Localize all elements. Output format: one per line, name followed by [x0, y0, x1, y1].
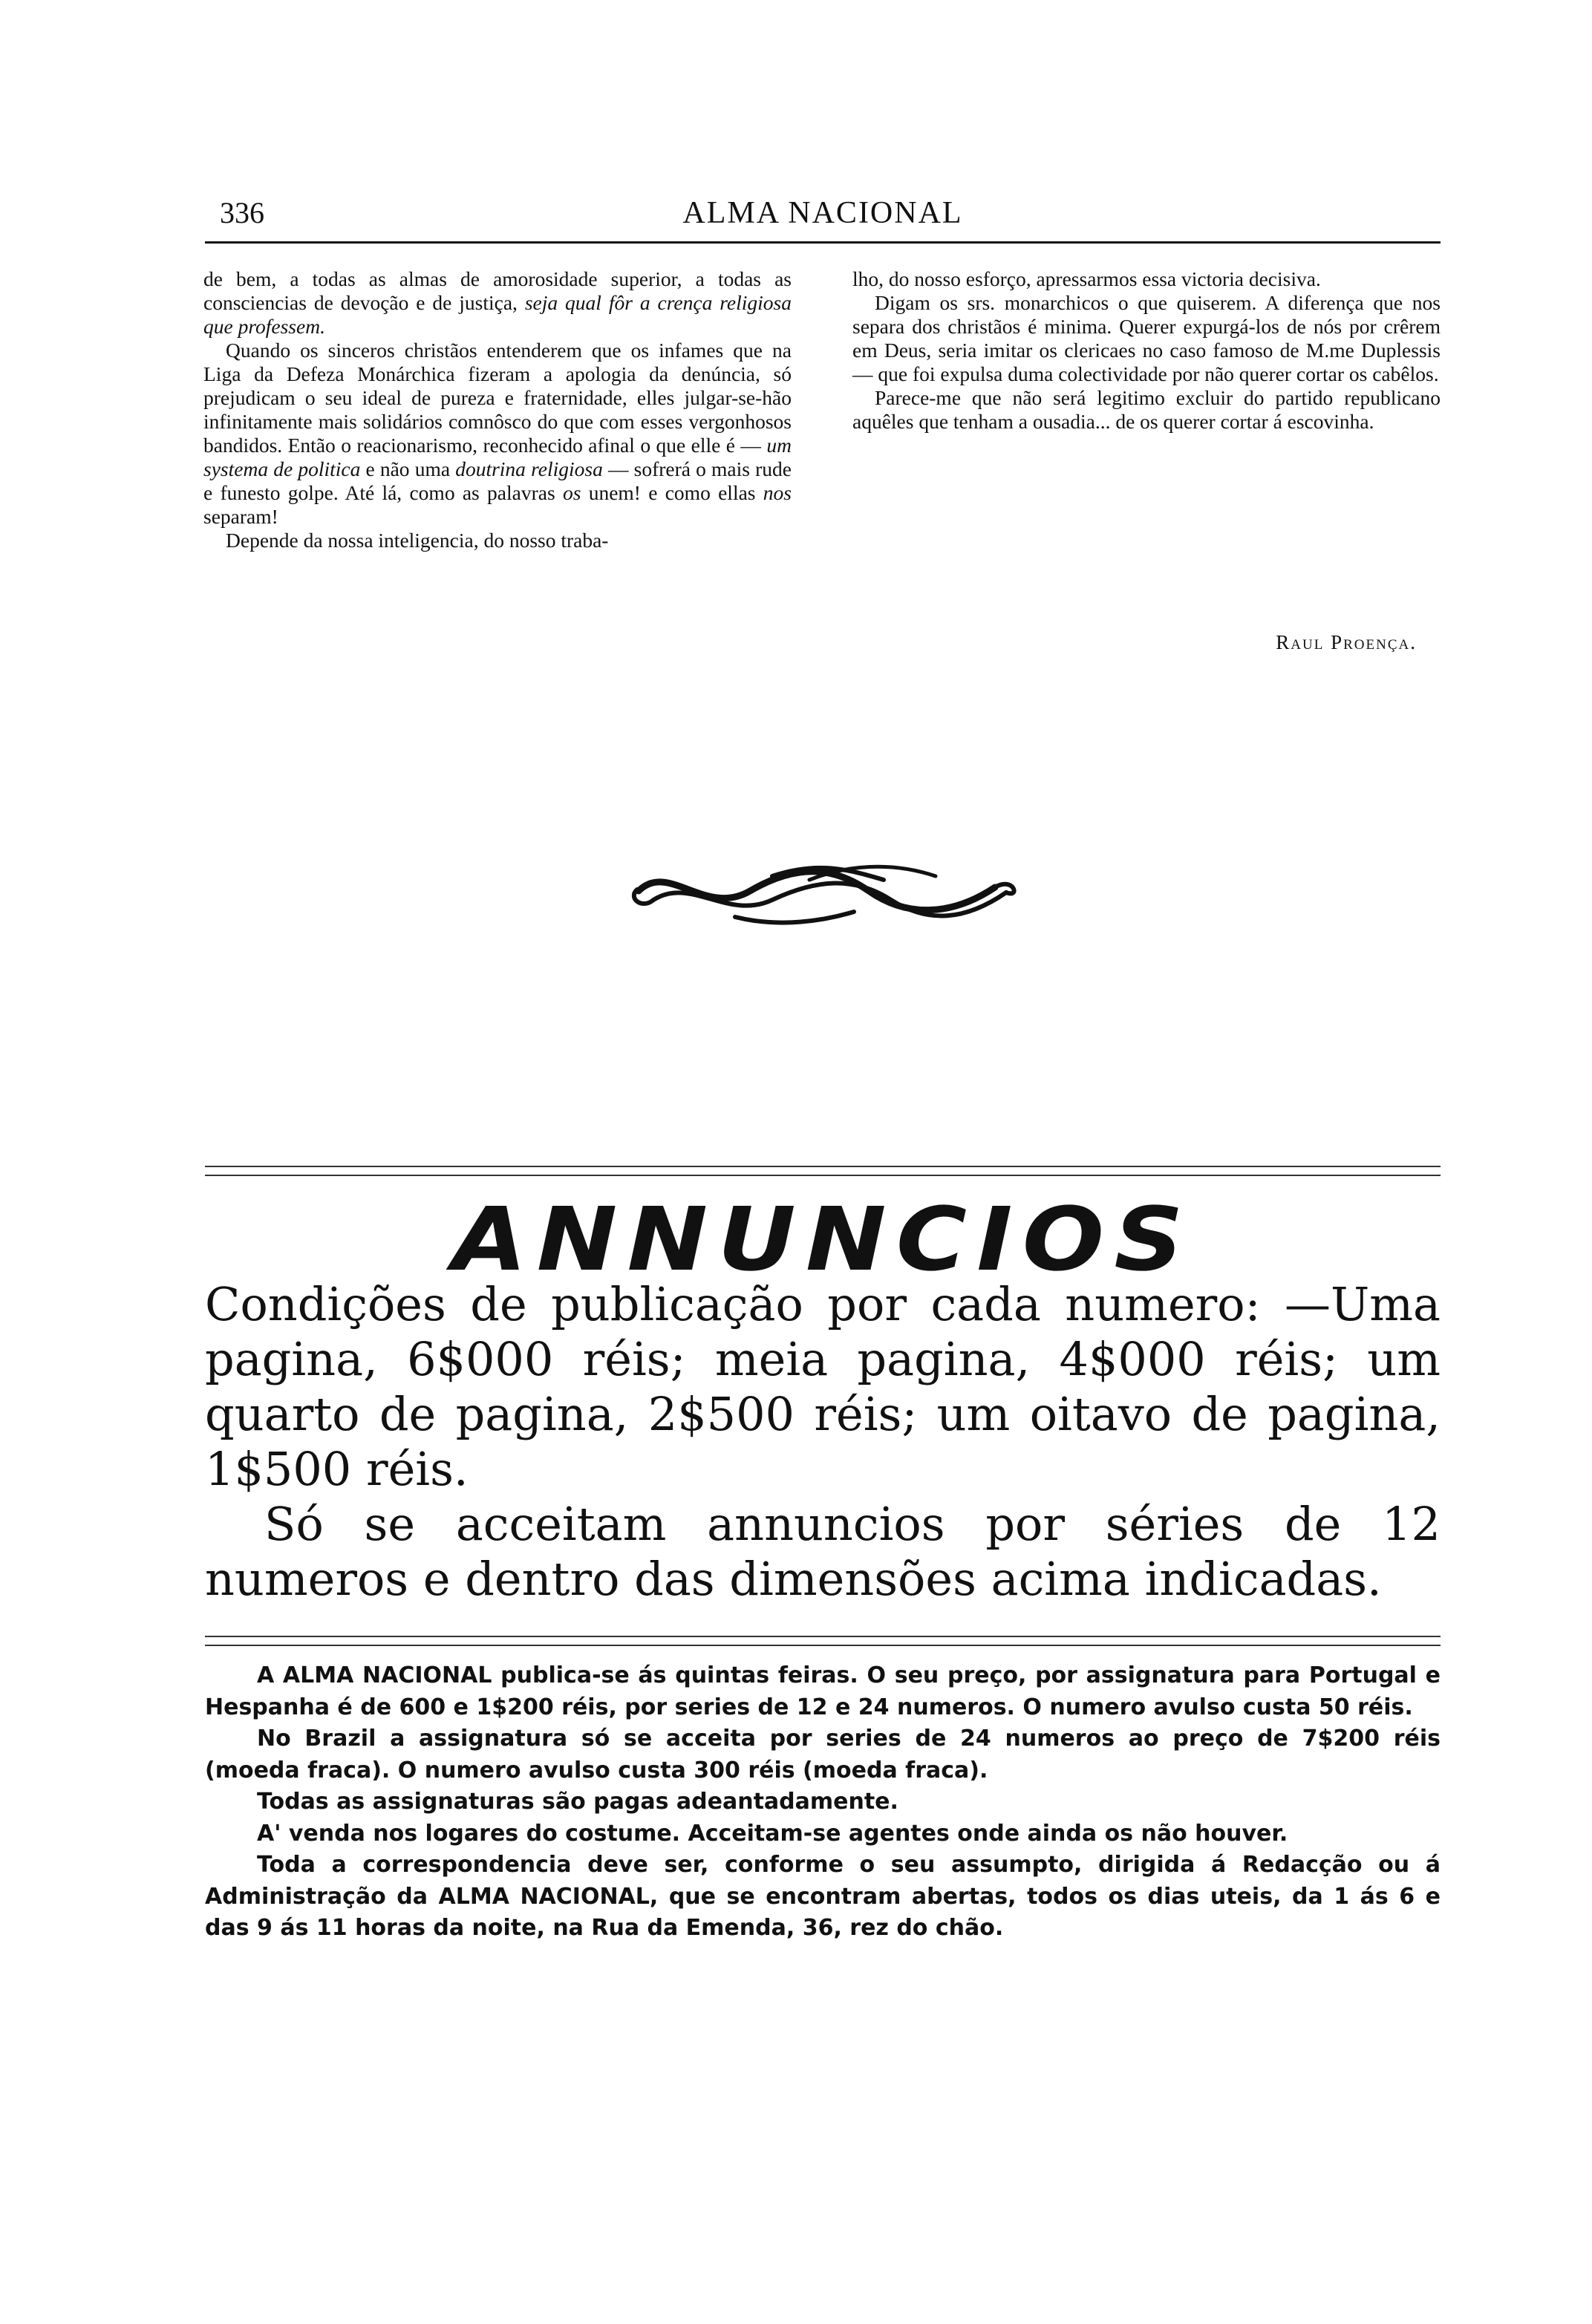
italic-text: um systema de politica	[203, 434, 792, 480]
author-signature: Raul Proença.	[1276, 631, 1417, 653]
italic-text: seja qual fôr a crença religiosa que professem.	[203, 291, 792, 338]
text-run: e não uma	[360, 457, 456, 480]
page-header	[205, 189, 1441, 241]
right-column-paragraph	[852, 267, 1441, 291]
announcements-body	[205, 1277, 1441, 1607]
notice-subscription-brazil: No Brazil a assignatura só se acceita por series de 24 numeros ao preço de 7$200 réis (moeda fraca). O numero avulso custa 300 réis (moeda fraca).	[205, 1726, 1441, 1783]
running-head: ALMA NACIONAL	[682, 196, 963, 230]
left-column-paragraph	[203, 529, 792, 552]
notice-correspondence: Toda a correspondencia deve ser, conforme o seu assumpto, dirigida á Redacção ou á Administração da ALMA NACIONAL, que se encontram abertas, todos os dias uteis, da 1 ás 6 e das 9 ás 11 horas da noite, na Rua da Emenda, 36, rez do chão.	[205, 1852, 1441, 1941]
notice-prepaid: Todas as assignaturas são pagas adeantadamente.	[257, 1789, 898, 1815]
article-left-column	[203, 267, 792, 552]
text-run: lho, do nosso esforço, apressarmos essa victoria decisiva.	[852, 267, 1321, 290]
right-column-paragraph	[852, 386, 1441, 434]
notice-agents: A' venda nos logares do costume. Acceitam-se agentes onde ainda os não houver.	[257, 1820, 1288, 1847]
right-column-paragraph	[852, 291, 1441, 386]
section-double-rule-top	[205, 1166, 1441, 1176]
text-run: Depende da nossa inteligencia, do nosso traba-	[226, 529, 609, 552]
announcement-conditions: Condições de publicação por cada numero: —Uma pagina, 6$000 réis; meia pagina, 4$000 réis; um quarto de pagina, 2$500 réis; um oitavo de pagina, 1$500 réis.	[205, 1277, 1441, 1496]
italic-text: doutrina religiosa	[455, 457, 603, 480]
left-column-paragraph	[203, 339, 792, 529]
text-run: — sofrerá o mais rude e funesto golpe. Até lá, como as palavras	[203, 457, 792, 504]
text-run: Quando os sinceros christãos entenderem que os infames que na Liga da Defeza Monárchica fizeram a apologia da denúncia, só prejudicam o seu ideal de pureza e fraternidade, elles julgar-se-hão infinitamente mais solidários comnôsco do que com esses vergonhosos bandidos. Então o reacionarismo, reconhecido afinal o que elle é —	[203, 339, 792, 457]
section-double-rule-bottom	[205, 1636, 1441, 1646]
announcements-title: ANNUNCIOS	[452, 1188, 1193, 1290]
article-right-column	[852, 267, 1441, 434]
text-run: separam!	[203, 505, 278, 528]
header-rule	[205, 241, 1441, 244]
text-run: Parece-me que não será legitimo excluir do partido republicano aquêles que tenham a ousadia... de os querer cortar á escovinha.	[852, 386, 1441, 433]
wavy-flourish-ornament-icon	[624, 846, 1025, 943]
italic-text: os	[562, 481, 581, 504]
notice-subscription-portugal: A ALMA NACIONAL publica-se ás quintas feiras. O seu preço, por assignatura para Portugal e Hespanha é de 600 e 1$200 réis, por series de 12 e 24 numeros. O numero avulso custa 50 réis.	[205, 1662, 1441, 1720]
announcement-series-note: Só se acceitam annuncios por séries de 12 numeros e dentro das dimensões acima indicadas.	[205, 1497, 1441, 1606]
italic-text: nos	[763, 481, 792, 504]
text-run: unem! e como ellas	[581, 481, 763, 504]
page-number: 336	[220, 196, 264, 229]
publication-notices	[205, 1660, 1441, 1945]
left-column-paragraph	[203, 267, 792, 339]
text-run: de bem, a todas as almas de amorosidade superior, a todas as consciencias de devoção e de justiça,	[203, 267, 792, 314]
text-run: Digam os srs. monarchicos o que quiserem. A diferença que nos separa dos christãos é minima. Querer expurgá-los de nós por crêrem em Deus, seria imitar os clericaes no caso famoso de M.me Duplessis — que foi expulsa duma colectividade por não querer cortar os cabêlos.	[852, 291, 1441, 385]
